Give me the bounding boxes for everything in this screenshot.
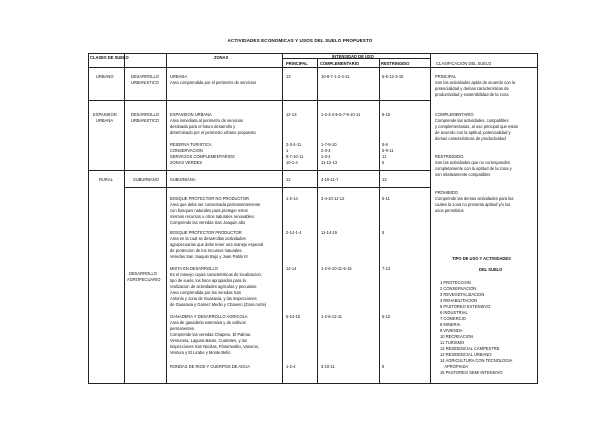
uso-item: 4 REHABILITACION [440,298,478,303]
mixta-restringido: 7-13 [382,266,391,271]
reserva-complementario: 1-7-9-10 [321,142,337,147]
conservacion-principal: 1 [286,148,289,153]
sub-urbano-1: DESARROLLO [131,74,159,79]
zona-mixta-2: tipo de suelo, los hace apropiados para la [170,278,246,283]
suburbano-bottom-line [124,187,430,188]
zona-mixta-title: MIXTA EN DESARROLLO [170,266,218,271]
zona-suburbana: SUBURBANA [170,177,196,182]
bosque-np-principal: 1-2-14 [286,196,298,201]
clasif-restringido-2: completamente con la aptitud de la zona y [435,166,512,171]
uso-item: APROPIADA [440,364,469,369]
bosque-np-restringido: 5-11 [382,196,390,201]
clasif-restringido-3: son relativamente compatibles [435,172,491,177]
col-line-7 [430,53,431,384]
clasif-complementario-4: demas caracteristicas de productividad [435,136,506,141]
zona-expansion-desc-1: Area inmediata al perimetro de servicios [170,118,244,123]
bosque-np-complementario: 3-4-10-11-12 [321,196,345,201]
header-clasificacion: CLASIFICACION DEL SUELO [436,61,492,66]
bosque-p-complementario: 11-14-15 [321,230,338,235]
zona-bosque-p-title: BOSQUE PROTECTOR PRODUCTOR [170,230,242,235]
bosque-p-restringido: 5 [382,230,385,235]
header-complementario: COMPLEMENTARIO [320,61,360,66]
servicios-restringido: 11 [382,154,387,159]
uso-item: 5 PASTOREO EXTENSIVO [440,304,491,309]
conservacion-complementario: 2-3-4 [321,148,331,153]
clasif-principal-2: potencialidad y demas caracteristicas de [435,86,509,91]
zona-ganadera-title: GANADERA Y DESARROLLO AGRICOLA [170,314,248,319]
clasif-principal-1: Son las actividades aptas de acuerdo con la [435,80,516,85]
col-line-3 [166,53,167,384]
clase-expansion: EXPANSION [93,112,117,117]
clase-rural: RURAL [99,177,113,182]
zona-bosque-p-3: de proteccion de los recursos naturales. [170,248,243,253]
ganadera-principal: 5-14-15 [286,314,301,319]
conservacion-restringido: 5-9-11 [382,148,394,153]
verdes-principal: 10-1-4 [286,160,298,165]
zona-ganadera-5: inspecciones San Nicolas, Pintorrealito, Vanoros, [170,344,260,349]
suburbana-principal: 12 [286,177,291,182]
uso-item: 7 COMERCIO [440,316,466,321]
zona-bosque-p-2: agropecuarias que debe tener una manejo especial [170,242,264,247]
col-line-8 [537,53,538,384]
urbana-complementario: 10-9-7-1-2-4-11 [321,74,350,79]
bosque-p-principal: 2-14-1-4 [286,230,302,235]
document-title: ACTIVIDADES ECONOMICAS Y USOS DEL SUELO PROPUESTO [227,38,373,43]
clasif-restringido-title: RESTRINGIDO [435,154,464,159]
zona-mixta-6: de Guasavia y Gamez Medio y Chavero (Zona norte) [170,302,267,307]
col-line-6 [379,58,380,384]
header-divider [88,67,538,68]
zona-mixta-4: Area comprendida por las veredas San [170,290,241,295]
servicios-complementario: 1-3-4 [321,154,331,159]
zona-ganadera-1: Area de ganaderia extensiva y de cultivos [170,320,246,325]
table-top-border [88,53,538,54]
expansion-principal: 12-13 [286,112,297,117]
uso-item: 8 MINERIA [440,322,461,327]
uso-item: 15 PASTOREO SEMI INTENSIVO [440,370,503,375]
sub-agropecuario-1: DESARROLLO [129,271,157,276]
tipo-uso-title: TIPO DE USO Y ACTIVIDADES [452,256,511,261]
col-line-1 [88,53,89,384]
zona-expansion-desc-2: destinada para el futuro desarrollo y [170,124,236,129]
zona-rondas: RONDAS DE RIOS Y CUERPOS DE AGUA [170,364,250,369]
clasif-prohibido-1: Comprende las demas actividades para las [435,196,514,201]
ganadera-restringido: 6-12 [382,314,391,319]
reserva-principal: 2-3-4-11 [286,142,302,147]
rondas-complementario: 3-10-11 [321,364,335,369]
col-line-2 [124,53,125,384]
clasif-prohibido-2: cuales la zona no presenta aptitud y/o los [435,202,511,207]
urbana-restringido: 5-6-12-3-15 [382,74,404,79]
zona-bosque-np-1: Area que debe ser conservada permanentemente [170,202,261,207]
zona-expansion-title: EXPANSION URBANA [170,112,212,117]
uso-item: 11 TURISMO [440,340,465,345]
rondas-principal: 1-2-4 [286,364,296,369]
servicios-principal: 9-7-10-11 [286,154,304,159]
zona-servicios: SERVICIOS COMPLEMENTARIOS [170,154,235,159]
clase-urbano: URBANO [96,74,114,79]
header-restringido: RESTRINGIDO [381,61,410,66]
expansion-restringido: 8-15 [382,112,391,117]
suburbana-restringido: 13 [382,177,387,182]
header-clase: CLASES DE SUELO [90,55,129,60]
verdes-restringido: 5 [382,160,385,165]
sub-urbano-2: URBANISTICO [131,80,159,85]
uso-item: 1 PROTECCION [440,280,471,285]
ganadera-complementario: 1-2-6-12-11 [321,314,343,319]
zona-bosque-p-4: Veredas San Joaquin Bajo y Juan Pablo III [170,254,248,259]
urbana-principal: 13 [286,74,291,79]
zona-conservacion: CONSERVACION [170,148,203,153]
clasif-prohibido-title: PROHIBIDO [435,190,458,195]
zona-mixta-5: Antonio y zona de Guasavia, y las inspecciones [170,296,257,301]
uso-item: 10 RECREACION [440,334,473,339]
sub-agropecuario-2: AGROPECUARIO [127,277,161,282]
zona-ganadera-6: Venturo y El Lirabe y Monte Bello [170,350,231,355]
clasif-prohibido-3: usos permitidos [435,208,464,213]
zona-bosque-np-2: con bosques naturales para proteger estos [170,208,248,213]
zona-ganadera-4: Venturosa, Laguna Baras, Cuartetes, y las [170,338,247,343]
zona-bosque-np-3: mismos recursos u otros naturales renovables. [170,214,255,219]
header-zonas: ZONAS [214,55,229,60]
zona-mixta-3: realizacion de actividades agricolas y pecuarias [170,284,257,289]
zona-bosque-np-title: BOSQUE PROTECTOR NO PRODUCTOR [170,196,250,201]
uso-item: 13 RESIDENCIAL URBANO [440,352,492,357]
uso-item: 9 VIVIENDA [440,328,463,333]
zona-bosque-p-1: Area en la cual se desarrollan actividades [170,236,246,241]
expansion-complementario: 1-2-3-4-5-6-7-9-10-11 [321,112,361,117]
header-intensidad: INTENSIDAD DE USO [332,54,374,59]
zona-urbana-title: URBANA [170,74,188,79]
clasif-restringido-1: Son las actividades que no corresponden [435,160,511,165]
zona-mixta-1: Es el manejo cuyas caracteristicas de localizacion, [170,272,262,277]
sub-expansion-2: URBANISTICO [131,118,159,123]
col-line-5 [317,58,318,384]
clasif-complementario-2: y complementarias, al uso principal que estan [435,124,519,129]
uso-item: 6 INDUSTRIAL [440,310,468,315]
zona-bosque-np-4: Comprende las veredas San Joaquin alto [170,220,246,225]
clasif-complementario-title: COMPLEMENTARIO [435,112,474,117]
tipo-uso-sub: DEL SUELO [479,267,503,272]
clase-expansion-2: URBANA [96,118,114,123]
uso-item: 14 AGRICULTURA CON TECNOLOGIA [440,358,513,363]
uso-item: 2 CONSERVACION [440,286,477,291]
clasif-principal-3: productividad y sostenibilidad de la zona [435,92,509,97]
mixta-complementario: 1-2-6-10-11-5-15 [321,266,352,271]
sub-expansion-1: DESARROLLO [131,112,159,117]
zona-urbana-desc: Area comprendida por el perimetro de servicios [170,80,257,85]
clasif-principal-title: PRINCIPAL [435,74,457,79]
reserva-restringido: 5-6 [382,142,388,147]
zona-verdes: ZONAS VERDES [170,160,203,165]
clasif-complementario-3: de acuerdo con la aptitud, potencialidad y [435,130,511,135]
uso-item: 12 RESIDENCIAL CAMPESTRE [440,346,500,351]
verdes-complementario: 11-12-13 [321,160,338,165]
mixta-principal: 12-14 [286,266,297,271]
col-line-4 [282,53,283,384]
suburbana-complementario: 4-10-11-7 [321,177,339,182]
uso-item: 3 REVEGETALIZACION [440,292,485,297]
zona-expansion-desc-3: determinado por el perimetro urbano propuesto [170,130,256,135]
zona-ganadera-2: permanentes. [170,326,196,331]
table-bottom-border [88,383,538,384]
rondas-restringido: 8 [382,364,385,369]
header-principal: PRINCIPAL [286,61,308,66]
zona-reserva-turistica: RESERVA TURISTICA [170,142,212,147]
sub-suburbano: SUBURBANO [133,177,159,182]
clasif-complementario-1: Comprende las actividades, compatibles [435,118,509,123]
zona-ganadera-3: Comprende las veredas Chapero, El Palmar, [170,332,252,337]
